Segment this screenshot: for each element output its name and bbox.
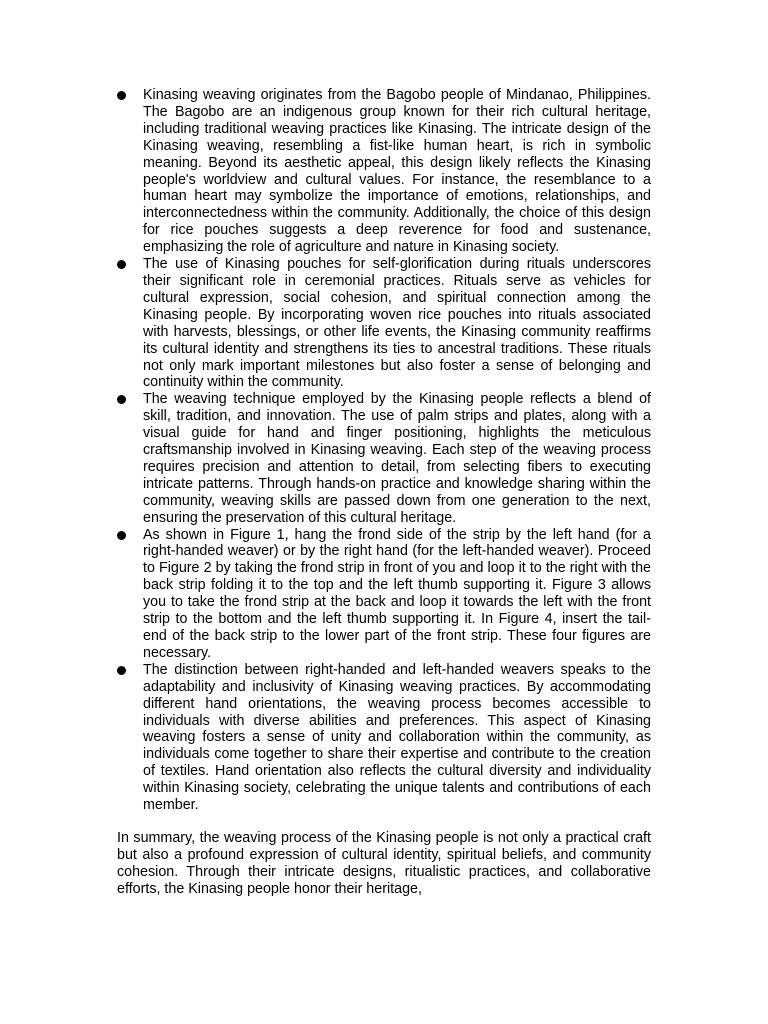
list-item: [117, 256, 651, 391]
bullet-icon: [117, 666, 126, 675]
list-item: [117, 527, 651, 662]
document-body: [117, 87, 651, 898]
paragraph-text: Kinasing weaving originates from the Bagobo people of Mindanao, Philippines. The Bagobo are an indigenous group known for their rich cultural heritage, including traditional weaving practices like Kinasing. The intricate design of the Kinasing weaving, resembling a fist-like human heart, is rich in symbolic meaning. Beyond its aesthetic appeal, this design likely reflects the Kinasing people's worldview and cultural values. For instance, the resemblance to a human heart may symbolize the importance of emotions, relationships, and interconnectedness within the community. Additionally, the choice of this design for rice pouches suggests a deep reverence for food and sustenance, emphasizing the role of agriculture and nature in Kinasing society.: [143, 87, 651, 256]
paragraph-text: The distinction between right-handed and left-handed weavers speaks to the adaptability and inclusivity of Kinasing weaving practices. By accommodating different hand orientations, the weaving process becomes accessible to individuals with diverse abilities and preferences. This aspect of Kinasing weaving fosters a sense of unity and collaboration within the community, as individuals come together to share their expertise and contribute to the creation of textiles. Hand orientation also reflects the cultural diversity and individuality within Kinasing society, celebrating the unique talents and contributions of each member.: [143, 661, 651, 814]
bullet-icon: [117, 395, 126, 404]
list-item: [117, 391, 651, 526]
paragraph-text: The use of Kinasing pouches for self-glorification during rituals underscores their significant role in ceremonial practices. Rituals serve as vehicles for cultural expression, social cohesion, and spiritual connection among the Kinasing people. By incorporating woven rice pouches into rituals associated with harvests, blessings, or other life events, the Kinasing community reaffirms its cultural identity and strengthens its ties to ancestral traditions. These rituals not only mark important milestones but also foster a sense of belonging and continuity within the community.: [143, 256, 651, 391]
paragraph-text: As shown in Figure 1, hang the frond side of the strip by the left hand (for a right-handed weaver) or by the right hand (for the left-handed weaver). Proceed to Figure 2 by taking the frond strip in front of you and loop it to the right with the back strip folding it to the top and the left thumb supporting it. Figure 3 allows you to take the frond strip at the back and loop it towards the left with the front strip to the bottom and the left thumb supporting it. In Figure 4, insert the tail-end of the back strip to the lower part of the front strip. These four figures are necessary.: [143, 526, 651, 661]
list-item: [117, 662, 651, 814]
bullet-icon: [117, 91, 126, 100]
paragraph-text: The weaving technique employed by the Kinasing people reflects a blend of skill, tradition, and innovation. The use of palm strips and plates, along with a visual guide for hand and finger positioning, highlights the meticulous craftsmanship involved in Kinasing weaving. Each step of the weaving process requires precision and attention to detail, from selecting fibers to executing intricate patterns. Through hands-on practice and knowledge sharing within the community, weaving skills are passed down from one generation to the next, ensuring the preservation of this cultural heritage.: [143, 391, 651, 526]
bullet-icon: [117, 260, 126, 269]
bullet-icon: [117, 531, 126, 540]
bullet-list: [117, 87, 651, 814]
list-item: [117, 87, 651, 256]
summary-paragraph: In summary, the weaving process of the Kinasing people is not only a practical craft but also a profound expression of cultural identity, spiritual beliefs, and community cohesion. Through their intricate designs, ritualistic practices, and collaborative efforts, the Kinasing people honor their heritage,: [117, 829, 651, 897]
